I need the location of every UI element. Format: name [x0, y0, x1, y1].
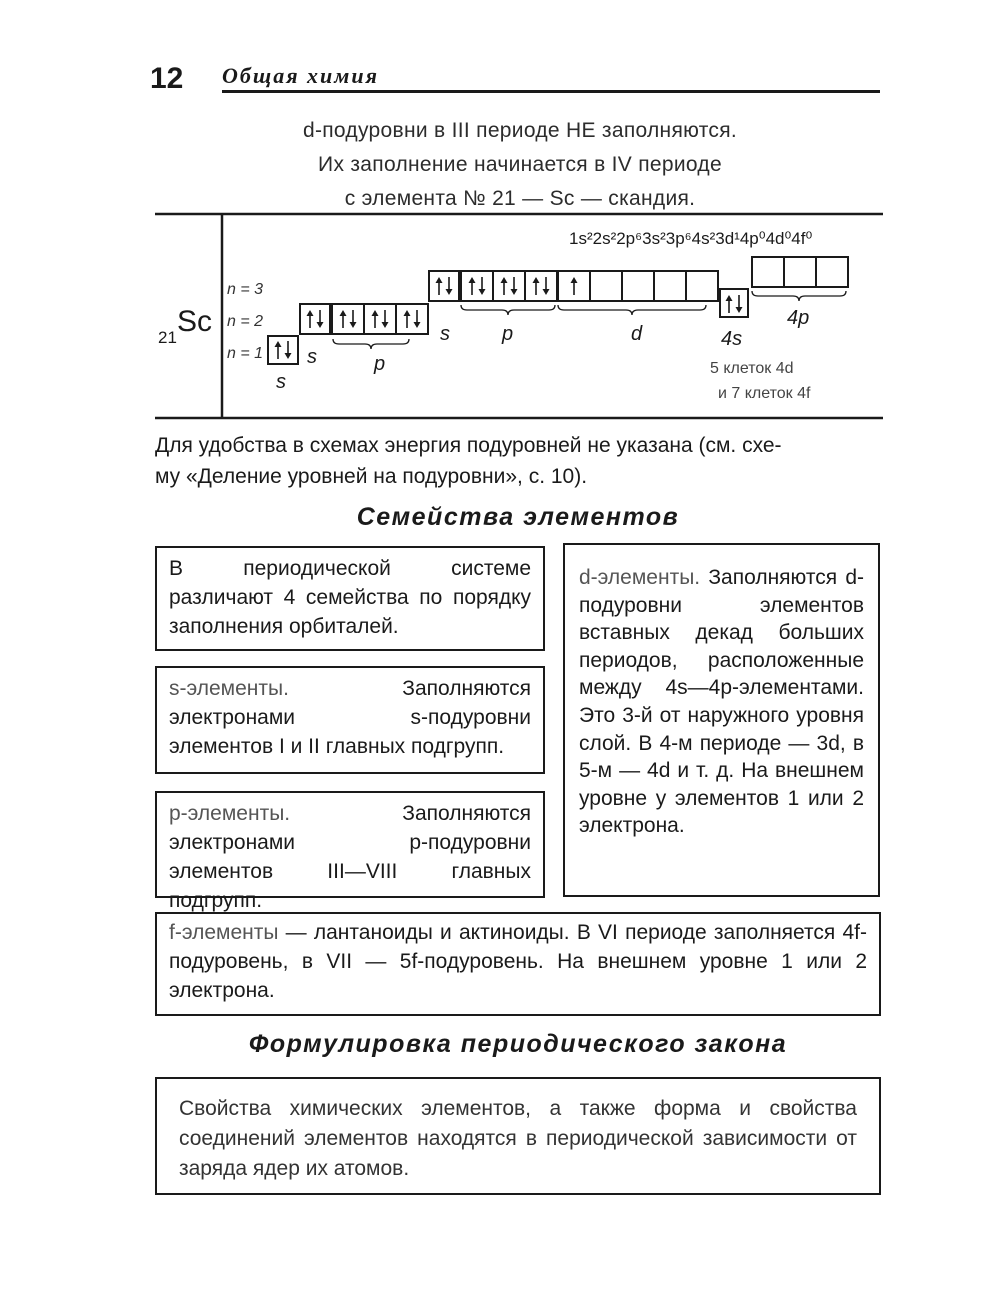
label-3s: s — [440, 323, 450, 345]
level-n3-label: n = 3 — [227, 281, 264, 298]
orbital-2s — [300, 304, 330, 334]
atomic-number: 21 — [158, 328, 177, 347]
intro-line-3: с элемента № 21 — Sc — скандия. — [344, 187, 696, 210]
orbital-3s — [429, 271, 459, 301]
families-intro-text: В периодической системе различают 4 семейства по порядку заполнения орбиталей. — [169, 557, 531, 638]
law-box — [155, 1077, 881, 1195]
element-symbol: Sc — [177, 305, 213, 338]
note-line-2: му «Деление уровней на подуровни», с. 10). — [155, 465, 588, 488]
orbitals-3p — [461, 271, 557, 301]
law-title: Формулировка периодического закона — [248, 1030, 788, 1058]
families-intro-box — [155, 546, 545, 651]
f-elements-term: f-элементы — [169, 921, 279, 944]
cells-note-line-2: и 7 клеток 4f — [718, 385, 811, 402]
orbitals-3d — [558, 271, 718, 301]
p-elements-term: p-элементы. — [169, 802, 291, 825]
label-2s: s — [307, 346, 317, 368]
label-4p: 4p — [787, 307, 810, 329]
intro-line-2: Их заполнение начинается в IV периоде — [318, 153, 722, 176]
label-3p: p — [502, 323, 514, 345]
page-number: 12 — [150, 62, 184, 95]
label-1s: s — [276, 371, 286, 393]
intro-text — [160, 114, 880, 216]
running-title: Общая химия — [222, 63, 379, 88]
p-elements-text: Заполняются электронами p-подуровни элементов III—VIII главных подгрупп. — [169, 802, 531, 912]
orbitals-4p — [752, 257, 848, 287]
label-4s: 4s — [721, 328, 743, 350]
f-elements-box — [155, 912, 881, 1016]
p-elements-box — [155, 791, 545, 912]
note-paragraph — [155, 430, 881, 492]
level-n1-label: n = 1 — [227, 345, 264, 362]
s-elements-term: s-элементы. — [169, 677, 289, 700]
label-2p: p — [374, 353, 386, 375]
s-elements-box — [155, 666, 545, 774]
law-text: Свойства химических элементов, а также форма и свойства соединений элементов находятся в периодической зависимости от заряда ядер их атомов. — [179, 1097, 857, 1180]
cells-note-line-1: 5 клеток 4d — [710, 360, 794, 377]
label-3d: d — [631, 323, 643, 345]
f-elements-text: — лантаноиды и актиноиды. В VI периоде заполняется 4f-подуровень, в VII — 5f-подуровень. На внешнем уровне 1 или 2 электрона. — [169, 921, 867, 1002]
d-elements-term: d-элементы. — [579, 566, 701, 589]
orbital-4s — [720, 289, 748, 317]
intro-line-1: d-подуровни в III периоде НЕ заполняются. — [302, 119, 738, 142]
families-title: Семейства элементов — [356, 503, 680, 531]
d-elements-text: Заполняются d-подуровни элементов вставных декад больших периодов, расположенные между 4s—4p-элементами. Это 3-й от наружного уровня слой. В 4-м периоде — 3d, в 5-м — 4d и т. д. На внешнем уровне у элементов 1 или 2 электрона. — [579, 566, 864, 838]
orbital-diagram — [155, 211, 885, 426]
orbitals-2p — [332, 304, 428, 334]
s-elements-text: Заполняются электронами s-подуровни элементов I и II главных подгрупп. — [169, 677, 531, 758]
note-line-1: Для удобства в схемах энергия подуровней не указана (см. схе- — [155, 434, 782, 457]
d-elements-box — [563, 543, 880, 897]
level-n2-label: n = 2 — [227, 313, 264, 330]
electron-configuration: 1s²2s²2p⁶3s²3p⁶4s²3d¹4p⁰4d⁰4f⁰ — [569, 229, 813, 248]
orbital-1s — [268, 336, 298, 364]
header-rule — [222, 90, 880, 93]
